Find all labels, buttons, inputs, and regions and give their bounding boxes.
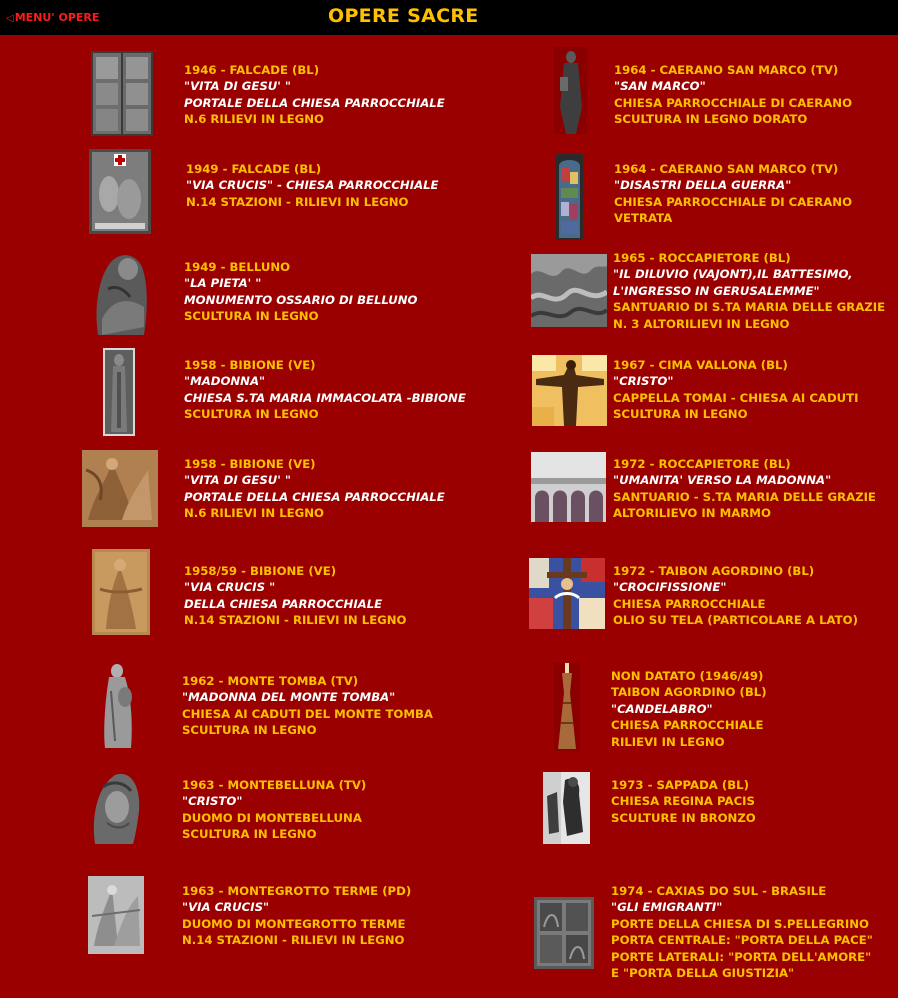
entry-place: TAIBON AGORDINO (BL) — [611, 685, 767, 700]
entry-location: CHIESA PARROCCHIALE DI CAERANO — [614, 194, 853, 209]
entry-location: CHIESA S.TA MARIA IMMACOLATA -BIBIONE — [184, 390, 466, 405]
artwork-entry-left-9 — [182, 883, 411, 949]
entry-year-place: 1958 - BIBIONE (VE) — [184, 457, 316, 471]
entry-location: CHIESA REGINA PACIS — [611, 794, 755, 809]
entry-location: DUOMO DI MONTEGROTTO TERME — [182, 916, 406, 931]
entry-year-place: 1963 - MONTEBELLUNA (TV) — [182, 778, 367, 792]
entry-medium: N.14 STAZIONI - RILIEVI IN LEGNO — [186, 194, 409, 209]
entry-year-place: NON DATATO (1946/49) — [611, 669, 764, 683]
artwork-entry-right-4 — [613, 357, 859, 423]
entry-year-place: 1946 - FALCADE (BL) — [184, 63, 320, 77]
artwork-entry-left-6 — [184, 563, 407, 629]
entry-medium: VETRATA — [614, 211, 673, 226]
bronze-portal-thumbnail[interactable] — [91, 51, 153, 136]
entry-medium: N.14 STAZIONI - RILIEVI IN LEGNO — [184, 613, 407, 628]
entry-title: "VIA CRUCIS" - CHIESA PARROCCHIALE — [186, 178, 439, 193]
menu-opere-label: MENU' OPERE — [14, 11, 100, 24]
entry-medium: N.14 STAZIONI - RILIEVI IN LEGNO — [182, 933, 405, 948]
back-arrow-icon: ◁ — [6, 13, 14, 24]
entry-year-place: 1972 - TAIBON AGORDINO (BL) — [613, 564, 815, 578]
artwork-entry-right-3 — [613, 250, 885, 332]
entry-year-place: 1965 - ROCCAPIETORE (BL) — [613, 251, 791, 265]
entry-side-doors-continued: E "PORTA DELLA GIUSTIZIA" — [611, 966, 795, 981]
marble-sanctuary-thumbnail[interactable] — [531, 452, 606, 522]
entry-year-place: 1958 - BIBIONE (VE) — [184, 358, 316, 372]
entry-title: "CRISTO" — [182, 794, 243, 809]
entry-medium: N. 3 ALTORILIEVI IN LEGNO — [613, 316, 790, 331]
artwork-entry-left-1 — [184, 62, 445, 128]
artwork-entry-right-8 — [611, 777, 756, 826]
entry-year-place: 1958/59 - BIBIONE (VE) — [184, 564, 337, 578]
pieta-sculpture-thumbnail[interactable] — [88, 249, 151, 335]
entry-medium: SCULTURA IN LEGNO DORATO — [614, 112, 808, 127]
entry-central-door: PORTA CENTRALE: "PORTA DELLA PACE" — [611, 933, 873, 948]
entry-medium: SCULTURA IN LEGNO — [182, 827, 317, 842]
entry-year-place: 1974 - CAXIAS DO SUL - BRASILE — [611, 884, 827, 898]
san-marco-statue-thumbnail[interactable] — [554, 47, 587, 134]
monte-tomba-madonna-thumbnail[interactable] — [99, 661, 138, 748]
entry-title: "LA PIETA' " — [184, 276, 262, 291]
via-crucis-wood-thumbnail[interactable] — [92, 549, 150, 635]
crucifix-silhouette-thumbnail[interactable] — [532, 355, 607, 426]
entry-medium: ALTORILIEVO IN MARMO — [613, 506, 771, 521]
entry-location: PORTALE DELLA CHIESA PARROCCHIALE — [184, 489, 445, 504]
cristo-head-thumbnail[interactable] — [87, 767, 144, 844]
entry-year-place: 1972 - ROCCAPIETORE (BL) — [613, 457, 791, 471]
entry-title: "CRISTO" — [613, 374, 674, 389]
entry-location: CHIESA PARROCCHIALE — [611, 718, 764, 733]
artwork-entry-right-5 — [613, 456, 876, 522]
entry-title: "MADONNA DEL MONTE TOMBA" — [182, 690, 396, 705]
bronze-sculptures-thumbnail[interactable] — [543, 772, 590, 844]
entry-medium: RILIEVI IN LEGNO — [611, 734, 725, 749]
entry-title: "UMANITA' VERSO LA MADONNA" — [613, 473, 832, 488]
top-bar — [0, 0, 898, 35]
artwork-entry-right-6 — [613, 563, 858, 629]
via-crucis-relief-thumbnail[interactable] — [89, 149, 151, 234]
crocifissione-painting-thumbnail[interactable] — [529, 558, 605, 629]
entry-medium: OLIO SU TELA (PARTICOLARE A LATO) — [613, 613, 858, 628]
entry-medium: N.6 RILIEVI IN LEGNO — [184, 112, 324, 127]
entry-title: "VITA DI GESU' " — [184, 79, 292, 94]
entry-side-doors: PORTE LATERALI: "PORTA DELL'AMORE" — [611, 949, 872, 964]
artwork-entry-right-2 — [614, 161, 852, 227]
wood-relief-thumbnail[interactable] — [82, 450, 158, 527]
entry-title: "SAN MARCO" — [614, 79, 706, 94]
entry-location: DELLA CHIESA PARROCCHIALE — [184, 596, 383, 611]
entry-title: "DISASTRI DELLA GUERRA" — [614, 178, 792, 193]
diluvio-relief-thumbnail[interactable] — [531, 254, 607, 327]
montegrotto-via-crucis-thumbnail[interactable] — [88, 876, 144, 954]
page-title: OPERE SACRE — [328, 5, 479, 27]
entry-title: "CROCIFISSIONE" — [613, 580, 727, 595]
entry-medium: SCULTURA IN LEGNO — [184, 309, 319, 324]
madonna-statue-thumbnail[interactable] — [103, 348, 135, 436]
entry-title: "VITA DI GESU' " — [184, 473, 292, 488]
entry-location: CHIESA AI CADUTI DEL MONTE TOMBA — [182, 706, 433, 721]
menu-opere-link[interactable] — [6, 11, 99, 24]
artwork-entry-left-3 — [184, 259, 417, 325]
entry-title-continued: L'INGRESSO IN GERUSALEMME" — [613, 283, 820, 298]
entry-medium: SCULTURA IN LEGNO — [613, 407, 748, 422]
artwork-entry-left-7 — [182, 673, 433, 739]
entry-year-place: 1962 - MONTE TOMBA (TV) — [182, 674, 359, 688]
entry-year-place: 1973 - SAPPADA (BL) — [611, 778, 749, 792]
entry-location: CAPPELLA TOMAI - CHIESA AI CADUTI — [613, 390, 859, 405]
entry-title: "VIA CRUCIS " — [184, 580, 276, 595]
entry-medium: N.6 RILIEVI IN LEGNO — [184, 506, 324, 521]
artwork-entry-right-1 — [614, 62, 852, 128]
entry-title: "IL DILUVIO (VAJONT),IL BATTESIMO, — [613, 267, 853, 282]
artwork-entry-left-2 — [186, 161, 439, 210]
entry-location: CHIESA PARROCCHIALE — [613, 596, 766, 611]
entry-medium: SCULTURA IN LEGNO — [184, 407, 319, 422]
artwork-entry-left-8 — [182, 777, 366, 843]
entry-location: SANTUARIO DI S.TA MARIA DELLE GRAZIE — [613, 300, 886, 315]
entry-medium: SCULTURE IN BRONZO — [611, 810, 756, 825]
entry-location: MONUMENTO OSSARIO DI BELLUNO — [184, 292, 418, 307]
artwork-entry-right-9 — [611, 883, 873, 981]
entry-year-place: 1964 - CAERANO SAN MARCO (TV) — [614, 162, 839, 176]
entry-year-place: 1967 - CIMA VALLONA (BL) — [613, 358, 788, 372]
entry-location: DUOMO DI MONTEBELLUNA — [182, 810, 362, 825]
entry-location: SANTUARIO - S.TA MARIA DELLE GRAZIE — [613, 489, 876, 504]
artwork-entry-right-7 — [611, 668, 767, 750]
entry-year-place: 1964 - CAERANO SAN MARCO (TV) — [614, 63, 839, 77]
artwork-entry-left-5 — [184, 456, 445, 522]
candelabro-thumbnail[interactable] — [554, 663, 580, 751]
entry-location: PORTALE DELLA CHIESA PARROCCHIALE — [184, 95, 445, 110]
entry-year-place: 1963 - MONTEGROTTO TERME (PD) — [182, 884, 412, 898]
entry-title: "VIA CRUCIS" — [182, 900, 270, 915]
church-doors-thumbnail[interactable] — [534, 897, 594, 969]
entry-title: "GLI EMIGRANTI" — [611, 900, 723, 915]
entry-title: "MADONNA" — [184, 374, 266, 389]
stained-glass-thumbnail[interactable] — [556, 154, 583, 240]
entry-medium: SCULTURA IN LEGNO — [182, 723, 317, 738]
entry-location: CHIESA PARROCCHIALE DI CAERANO — [614, 95, 853, 110]
entry-year-place: 1949 - BELLUNO — [184, 260, 291, 274]
entry-title: "CANDELABRO" — [611, 701, 713, 716]
artwork-entry-left-4 — [184, 357, 466, 423]
entry-year-place: 1949 - FALCADE (BL) — [186, 162, 322, 176]
entry-location: PORTE DELLA CHIESA DI S.PELLEGRINO — [611, 916, 869, 931]
